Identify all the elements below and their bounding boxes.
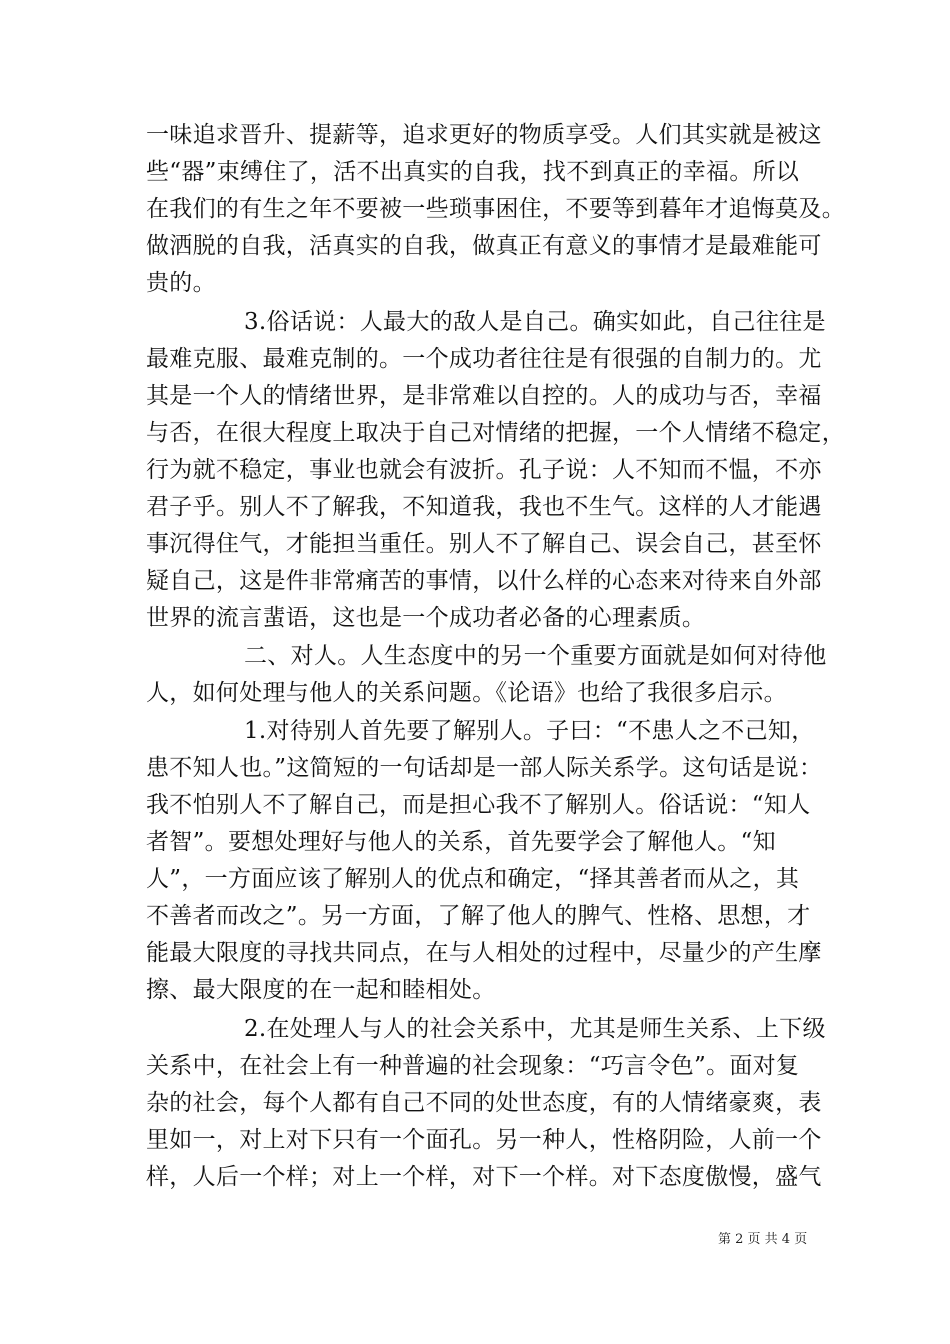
- text-line: 人，如何处理与他人的关系问题。《论语》也给了我很多启示。: [146, 680, 787, 706]
- text-line: 疑自己，这是件非常痛苦的事情，以什么样的心态来对待来自外部: [146, 568, 822, 594]
- text-line: 1.对待别人首先要了解别人。子曰：“不患人之不己知，: [244, 718, 815, 744]
- text-line: 样，人后一个样；对上一个样，对下一个样。对下态度傲慢，盛气: [146, 1164, 822, 1190]
- text-line: 不善者而改之”。另一方面，了解了他人的脾气、性格、思想，才: [146, 903, 811, 929]
- text-line: 里如一，对上对下只有一个面孔。另一种人，性格阴险，人前一个: [146, 1127, 822, 1153]
- text-line: 一味追求晋升、提薪等，追求更好的物质享受。人们其实就是被这: [146, 122, 822, 148]
- text-line: 关系中，在社会上有一种普遍的社会现象：“巧言令色”。面对复: [146, 1053, 800, 1079]
- text-line: 最难克服、最难克制的。一个成功者往往是有很强的自制力的。尤: [146, 346, 822, 372]
- text-line: 能最大限度的寻找共同点，在与人相处的过程中，尽量少的产生摩: [146, 940, 822, 966]
- text-line: 君子乎。别人不了解我，不知道我，我也不生气。这样的人才能遇: [146, 494, 822, 520]
- text-line: 行为就不稳定，事业也就会有波折。孔子说：人不知而不愠，不亦: [146, 457, 822, 483]
- text-line: 贵的。: [146, 270, 216, 296]
- text-line: 我不怕别人不了解自己，而是担心我不了解别人。俗话说：“知人: [146, 792, 811, 818]
- text-line: 人”，一方面应该了解别人的优点和确定，“择其善者而从之，其: [146, 866, 800, 892]
- page-number-footer: 第 2 页 共 4 页: [718, 1232, 808, 1247]
- text-line: 二、对人。人生态度中的另一个重要方面就是如何对待他: [244, 643, 827, 669]
- text-line: 世界的流言蜚语，这也是一个成功者必备的心理素质。: [146, 605, 706, 631]
- text-line: 事沉得住气，才能担当重任。别人不了解自己、误会自己，甚至怀: [146, 531, 822, 557]
- text-line: 2.在处理人与人的社会关系中，尤其是师生关系、上下级: [244, 1016, 826, 1042]
- text-line: 擦、最大限度的在一起和睦相处。: [146, 977, 496, 1003]
- text-line: 患不知人也。”这简短的一句话却是一部人际关系学。这句话是说：: [146, 755, 823, 781]
- text-line: 在我们的有生之年不要被一些琐事困住，不要等到暮年才追悔莫及。: [146, 196, 845, 222]
- text-line: 者智”。要想处理好与他人的关系，首先要学会了解他人。“知: [146, 829, 776, 855]
- text-line: 与否，在很大程度上取决于自己对情绪的把握，一个人情绪不稳定，: [146, 420, 845, 446]
- text-line: 些“器”束缚住了，活不出真实的自我，找不到真正的幸福。所以: [146, 159, 800, 185]
- text-line: 做洒脱的自我，活真实的自我，做真正有意义的事情才是最难能可: [146, 233, 822, 259]
- text-line: 3.俗话说：人最大的敌人是自己。确实如此，自己往往是: [244, 309, 826, 335]
- text-line: 其是一个人的情绪世界，是非常难以自控的。人的成功与否，幸福: [146, 383, 822, 409]
- text-line: 杂的社会，每个人都有自己不同的处世态度，有的人情绪豪爽，表: [146, 1090, 822, 1116]
